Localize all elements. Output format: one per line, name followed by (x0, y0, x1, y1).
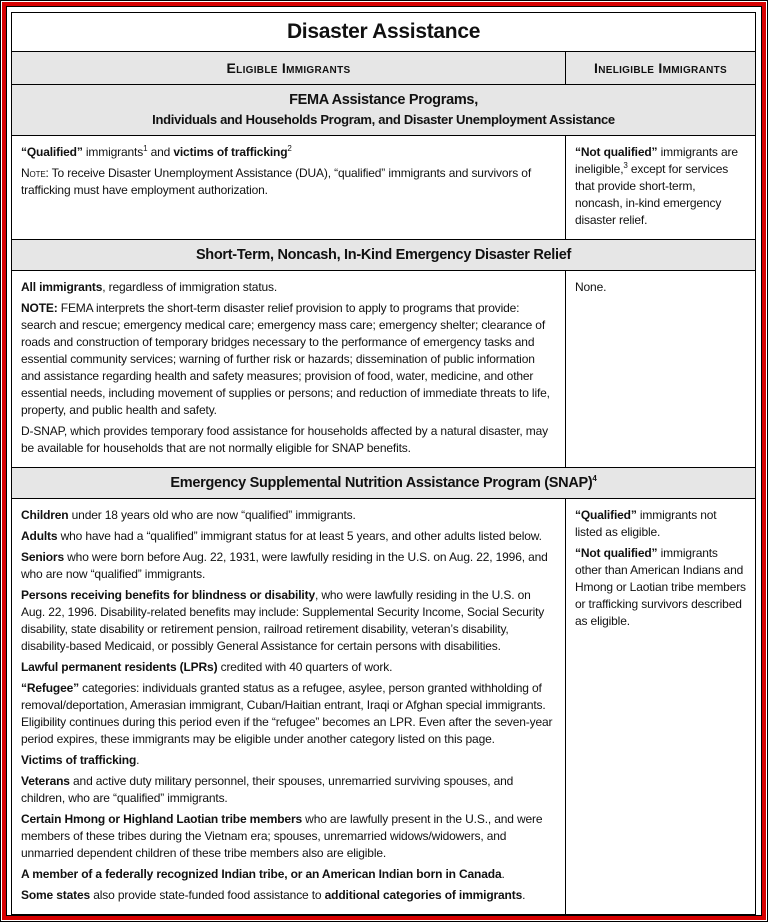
paragraph (21, 300, 556, 419)
text: immigrants not listed as eligible. (575, 508, 717, 539)
bold-text: Lawful permanent residents (LPRs) (21, 660, 218, 674)
paragraph (21, 279, 556, 296)
section-heading (12, 85, 756, 136)
footnote-ref: 2 (287, 144, 292, 153)
text: , who were lawfully residing in the U.S. on Aug. 22, 1996. Disability-related benefits may include: Supplemental Security Income, Social Security disability, state disability or retirement pension, railroad retirement disability, veteran’s disability, disability-based Medicaid, or possibly General Assistance for certain persons with disabilities. (21, 588, 545, 653)
section-heading (12, 240, 756, 271)
bold-text: Adults (21, 529, 58, 543)
bold-text: All immigrants (21, 280, 103, 294)
text: . (501, 867, 505, 881)
text: except for services that provide short-term, noncash, in-kind emergency disaster relief. (575, 162, 729, 227)
bold-text: Certain Hmong or Highland Laotian tribe members (21, 812, 302, 826)
section-header-row (12, 240, 756, 271)
paragraph (575, 545, 746, 630)
bold-text: Persons receiving benefits for blindness or disability (21, 588, 315, 602)
column-header-ineligible: Ineligible Immigrants (566, 52, 756, 85)
paragraph (21, 887, 556, 904)
text: Note (21, 166, 46, 180)
text: and active duty military personnel, their spouses, unremarried surviving spouses, and children, who are “qualified” immigrants. (21, 774, 514, 805)
column-header-eligible: Eligible Immigrants (12, 52, 566, 85)
bold-text: “Qualified” (575, 508, 637, 522)
paragraph (21, 680, 556, 748)
bold-text: victims of trafficking (173, 145, 288, 159)
bold-text: Victims of trafficking (21, 753, 137, 767)
text: : To receive Disaster Unemployment Assistance (DUA), “qualified” immigrants and survivors of trafficking must have employment authorization. (21, 166, 532, 197)
bold-text: “Qualified” (21, 145, 83, 159)
bold-text: Veterans (21, 774, 70, 788)
ineligible-cell (566, 136, 756, 240)
paragraph (575, 507, 746, 541)
bold-text: “Not qualified” (575, 546, 658, 560)
page-title: Disaster Assistance (12, 13, 756, 52)
text: under 18 years old who are now “qualified” immigrants. (68, 508, 356, 522)
text: immigrants (82, 145, 144, 159)
text: , regardless of immigration status. (102, 280, 278, 294)
paragraph (21, 773, 556, 807)
text: who have had a “qualified” immigrant status for at least 5 years, and other adults listed below. (57, 529, 542, 543)
text: also provide state-funded food assistance to (90, 888, 325, 902)
paragraph (21, 165, 556, 199)
bold-text: A member of a federally recognized Indian tribe, or an American Indian born in Canada (21, 867, 502, 881)
text: categories: individuals granted status as a refugee, asylee, person granted withholding of removal/deportation, Amerasian immigrant, Cuban/Haitian entrant, Iraqi or Afghan special immigrants. Eligibility continues during this period even if the “refugee” becomes an LPR. Even after the seven-year period expires, these immigrants may be eligible under another category listed on this page. (21, 681, 553, 746)
section-content-row (12, 499, 756, 915)
text: D-SNAP, which provides temporary food assistance for households affected by a natural disaster, may be available for households that are not normally eligible for SNAP benefits. (21, 424, 548, 455)
bold-text: “Not qualified” (575, 145, 658, 159)
eligible-cell (12, 499, 566, 915)
section-title: FEMA Assistance Programs, (289, 92, 478, 108)
section-content-row (12, 271, 756, 468)
section-title: Short-Term, Noncash, In-Kind Emergency Disaster Relief (195, 247, 572, 263)
text: . (136, 753, 140, 767)
section-header-row (12, 468, 756, 499)
text: credited with 40 quarters of work. (217, 660, 393, 674)
footnote-ref: 4 (592, 474, 597, 484)
footnote-ref: 1 (143, 144, 148, 153)
bold-text: Seniors (21, 550, 64, 564)
footnote-ref: 3 (623, 161, 628, 170)
paragraph (21, 144, 556, 161)
text: who are lawfully present in the U.S., and were members of these tribes during the Vietnam era; spouses, unremarried widows/widowers, and unmarried dependent children of these tribe members also are eligible. (21, 812, 543, 860)
ineligible-cell (566, 499, 756, 915)
text: FEMA interprets the short-term disaster relief provision to apply to programs that provide: search and rescue; emergency medical care; emergency mass care; emergency shelter; clearance of roads and construction of temporary bridges necessary to the performance of emergency tasks and essential community services; warning of further risk or hazards; dissemination of public information and assistance regarding health and safety measures; provision of food, water, medicine, and other essential needs, including movement of supplies or persons; and reduction of immediate threats to life, property, and public health and safety. (21, 301, 550, 417)
paragraph (21, 866, 556, 883)
section-title: Emergency Supplemental Nutrition Assistance Program (SNAP) (170, 475, 593, 491)
eligible-cell (12, 136, 566, 240)
bold-text: Some states (21, 888, 91, 902)
section-subtitle: Individuals and Households Program, and Disaster Unemployment Assistance (152, 112, 615, 127)
paragraph (21, 811, 556, 862)
bold-text: additional categories of immigrants (324, 888, 523, 902)
text: who were born before Aug. 22, 1931, were lawfully residing in the U.S. on Aug. 22, 1996, and who are now “qualified” immigrants. (21, 550, 548, 581)
eligible-cell (12, 271, 566, 468)
paragraph (575, 144, 746, 229)
text: None. (575, 280, 607, 294)
text: immigrants other than American Indians and Hmong or Laotian tribe members or trafficking survivors described as eligible. (575, 546, 746, 628)
text: . (522, 888, 526, 902)
text: and (147, 145, 174, 159)
paragraph (21, 423, 556, 457)
paragraph (21, 528, 556, 545)
paragraph (21, 659, 556, 676)
bold-text: Children (21, 508, 69, 522)
bold-text: “Refugee” (21, 681, 79, 695)
disaster-assistance-table (11, 12, 756, 915)
paragraph (21, 587, 556, 655)
section-header-row (12, 85, 756, 136)
bold-text: NOTE: (21, 301, 58, 315)
paragraph (21, 752, 556, 769)
ineligible-cell (566, 271, 756, 468)
paragraph (21, 507, 556, 524)
paragraph (21, 549, 556, 583)
section-heading (12, 468, 756, 499)
paragraph (575, 279, 746, 296)
section-content-row (12, 136, 756, 240)
text: immigrants are ineligible, (575, 145, 738, 176)
